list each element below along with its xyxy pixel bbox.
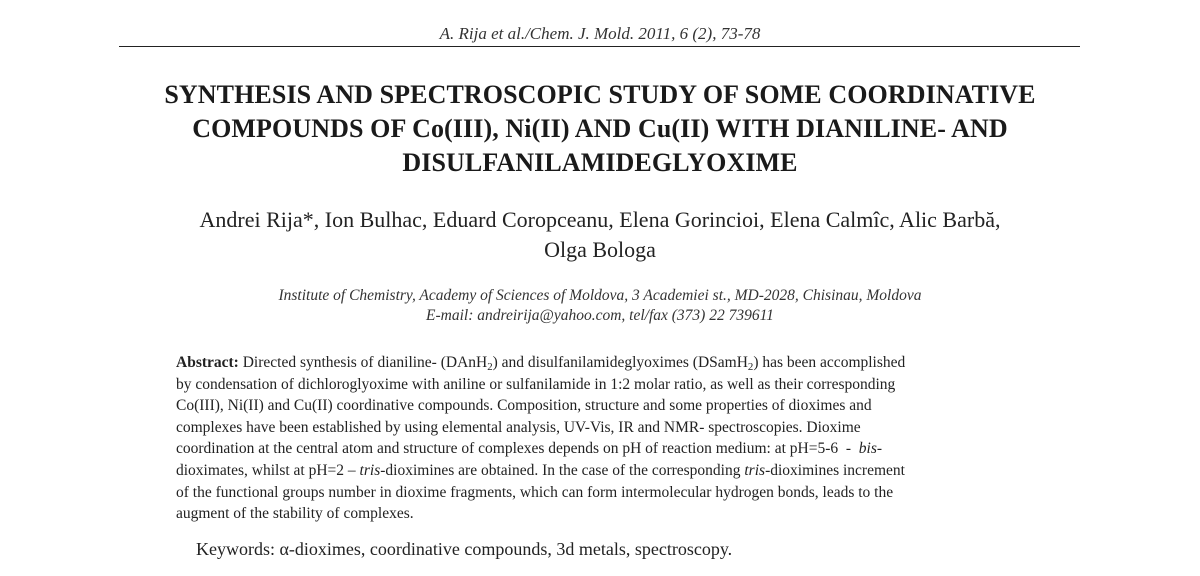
- paper-title: [100, 78, 1100, 180]
- abstract-text: of the functional groups number in dioxime fragments, which can form intermolecular hydrogen bonds, leads to the: [176, 483, 894, 501]
- authors-line: Andrei Rija*, Ion Bulhac, Eduard Coropceanu, Elena Gorincioi, Elena Calmîc, Alic Barbă,: [199, 207, 1001, 232]
- abstract-text: coordination at the central atom and structure of complexes depends on pH of reaction medium: at pH=5-6 -: [176, 440, 859, 458]
- abstract-text: -dioximines are obtained. In the case of the corresponding: [380, 461, 745, 479]
- abstract-line: [176, 438, 1023, 460]
- abstract-text: Directed synthesis of dianiline- (DAnH: [238, 354, 488, 371]
- title-line: COMPOUNDS OF Co(III), Ni(II) AND Cu(II) WITH DIANILINE- AND: [192, 114, 1008, 143]
- affiliation: [100, 286, 1100, 326]
- abstract-text: ) and disulfanilamideglyoximes (DSamH: [492, 354, 748, 371]
- title-line: DISULFANILAMIDEGLYOXIME: [402, 148, 798, 177]
- abstract-label: Abstract:: [176, 354, 239, 371]
- abstract-text: augment of the stability of complexes.: [176, 505, 414, 523]
- author-list: [100, 205, 1100, 265]
- subscript: 2: [487, 361, 493, 373]
- abstract-italic: bis: [858, 440, 877, 458]
- abstract-line: [176, 395, 1023, 417]
- abstract-line: [176, 460, 1023, 482]
- title-line: SYNTHESIS AND SPECTROSCOPIC STUDY OF SOME COORDINATIVE: [164, 80, 1036, 109]
- abstract-line: [176, 482, 1023, 504]
- abstract: [176, 352, 1023, 525]
- abstract-line: [176, 503, 1023, 525]
- keywords: Keywords: α-dioximes, coordinative compounds, 3d metals, spectroscopy.: [196, 539, 733, 559]
- abstract-line: [176, 417, 1023, 439]
- subscript: 2: [747, 361, 754, 373]
- abstract-line: [176, 374, 1023, 396]
- institute-address: Institute of Chemistry, Academy of Sciences of Moldova, 3 Academiei st., MD-2028, Chisinau, Moldova: [278, 287, 922, 304]
- abstract-text: -dioximines increment: [765, 461, 905, 479]
- header-rule: [119, 46, 1080, 47]
- abstract-text: ) has been accomplished: [753, 354, 906, 371]
- running-header-citation: A. Rija et al./Chem. J. Mold. 2011, 6 (2), 73-78: [439, 24, 761, 43]
- abstract-italic: tris: [744, 461, 766, 479]
- abstract-text: -: [876, 440, 883, 458]
- authors-line: Olga Bologa: [544, 237, 656, 262]
- abstract-text: complexes have been established by using elemental analysis, UV-Vis, IR and NMR- spectroscopies. Dioxime: [176, 418, 861, 436]
- abstract-text: by condensation of dichloroglyoxime with aniline or sulfanilamide in 1:2 molar ratio, as well as their corresponding: [176, 375, 896, 393]
- abstract-line: [176, 352, 1023, 374]
- abstract-italic: tris: [359, 461, 381, 479]
- abstract-text: Co(III), Ni(II) and Cu(II) coordinative compounds. Composition, structure and some properties of dioximes and: [176, 397, 872, 415]
- contact-info: E-mail: andreirija@yahoo.com, tel/fax (373) 22 739611: [426, 307, 774, 324]
- abstract-text: dioximates, whilst at pH=2 –: [176, 461, 360, 479]
